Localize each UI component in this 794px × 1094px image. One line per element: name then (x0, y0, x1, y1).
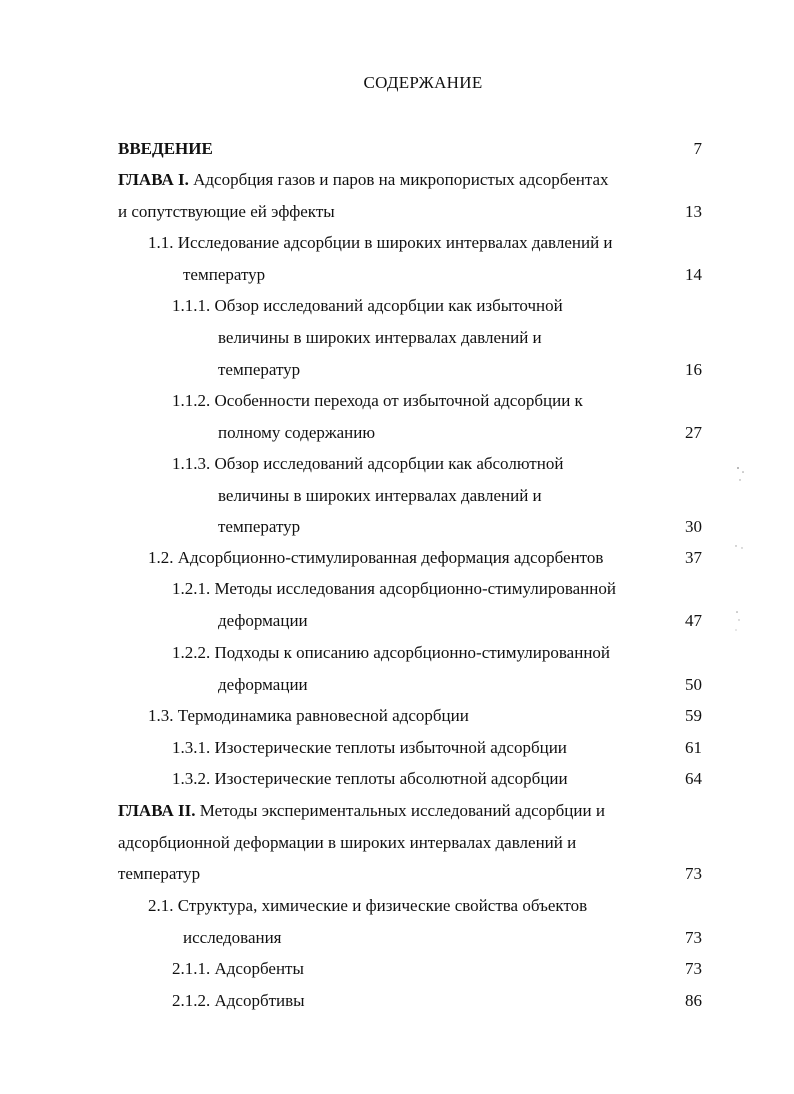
toc-entry-continuation: деформации (218, 675, 308, 694)
toc-page-number: 50 (685, 675, 702, 694)
toc-page-number: 73 (685, 928, 702, 947)
toc-entry-1-2-2: 1.2.2. Подходы к описанию адсорбционно-стимулированной (172, 643, 611, 662)
toc-entry-continuation: и сопутствующие ей эффекты (118, 202, 335, 221)
toc-page-number: 73 (685, 959, 702, 978)
toc-entry-1-3-1: 1.3.1. Изостерические теплоты избыточной адсорбции (172, 738, 567, 757)
toc-page-number: 13 (685, 202, 702, 221)
toc-entry-continuation: температур (218, 360, 301, 379)
toc-page-number: 16 (685, 360, 702, 379)
chapter-title: Методы экспериментальных исследований адсорбции и (195, 801, 605, 820)
toc-entry-1-1: 1.1. Исследование адсорбции в широких интервалах давлений и (148, 233, 613, 252)
toc-page-number: 73 (685, 864, 702, 883)
toc-entry-1-3-2: 1.3.2. Изостерические теплоты абсолютной адсорбции (172, 769, 568, 788)
toc-entry-continuation: величины в широких интервалах давлений и (218, 486, 542, 505)
toc-entry-1-3: 1.3. Термодинамика равновесной адсорбции (148, 706, 469, 725)
toc-page-number: 86 (685, 991, 702, 1010)
toc-entry-1-2-1: 1.2.1. Методы исследования адсорбционно-стимулированной (172, 579, 616, 598)
toc-entry-continuation: температур (218, 517, 301, 536)
scan-specks (730, 460, 760, 660)
toc-entry-continuation: полному содержанию (218, 423, 376, 442)
chapter-label: ГЛАВА II. (118, 801, 196, 820)
toc-page-number: 37 (685, 548, 702, 567)
toc-page-number: 14 (685, 265, 702, 284)
toc-entry-continuation: деформации (218, 611, 308, 630)
toc-page-number: 61 (685, 738, 702, 757)
toc-entry-chapter-2 (118, 799, 605, 823)
toc-entry-2-1: 2.1. Структура, химические и физические свойства объектов (148, 896, 588, 915)
toc-page-number: 64 (685, 769, 702, 788)
toc-entry-continuation: исследования (183, 928, 282, 947)
toc-entry-2-1-1: 2.1.1. Адсорбенты (172, 959, 304, 978)
toc-entry-1-1-2: 1.1.2. Особенности перехода от избыточной адсорбции к (172, 391, 583, 410)
toc-page-number: 47 (685, 611, 702, 630)
toc-page-number: 59 (685, 706, 702, 725)
toc-page-number: 27 (685, 423, 702, 442)
toc-entry-intro: ВВЕДЕНИЕ (118, 139, 213, 158)
page-title: СОДЕРЖАНИЕ (363, 73, 483, 92)
toc-page-number: 7 (693, 139, 702, 158)
chapter-title: Адсорбция газов и паров на микропористых адсорбентах (188, 170, 609, 189)
toc-entry-continuation: адсорбционной деформации в широких интервалах давлений и (118, 833, 577, 852)
toc-entry-2-1-2: 2.1.2. Адсорбтивы (172, 991, 305, 1010)
toc-entry-1-2: 1.2. Адсорбционно-стимулированная деформация адсорбентов (148, 548, 604, 567)
toc-entry-continuation: температур (183, 265, 266, 284)
toc-entry-1-1-1: 1.1.1. Обзор исследований адсорбции как избыточной (172, 296, 563, 315)
toc-entry-chapter-1 (118, 168, 609, 192)
toc-entry-1-1-3: 1.1.3. Обзор исследований адсорбции как абсолютной (172, 454, 564, 473)
chapter-label: ГЛАВА I. (118, 170, 189, 189)
toc-page-number: 30 (685, 517, 702, 536)
toc-entry-continuation: температур (118, 864, 201, 883)
toc-entry-continuation: величины в широких интервалах давлений и (218, 328, 542, 347)
